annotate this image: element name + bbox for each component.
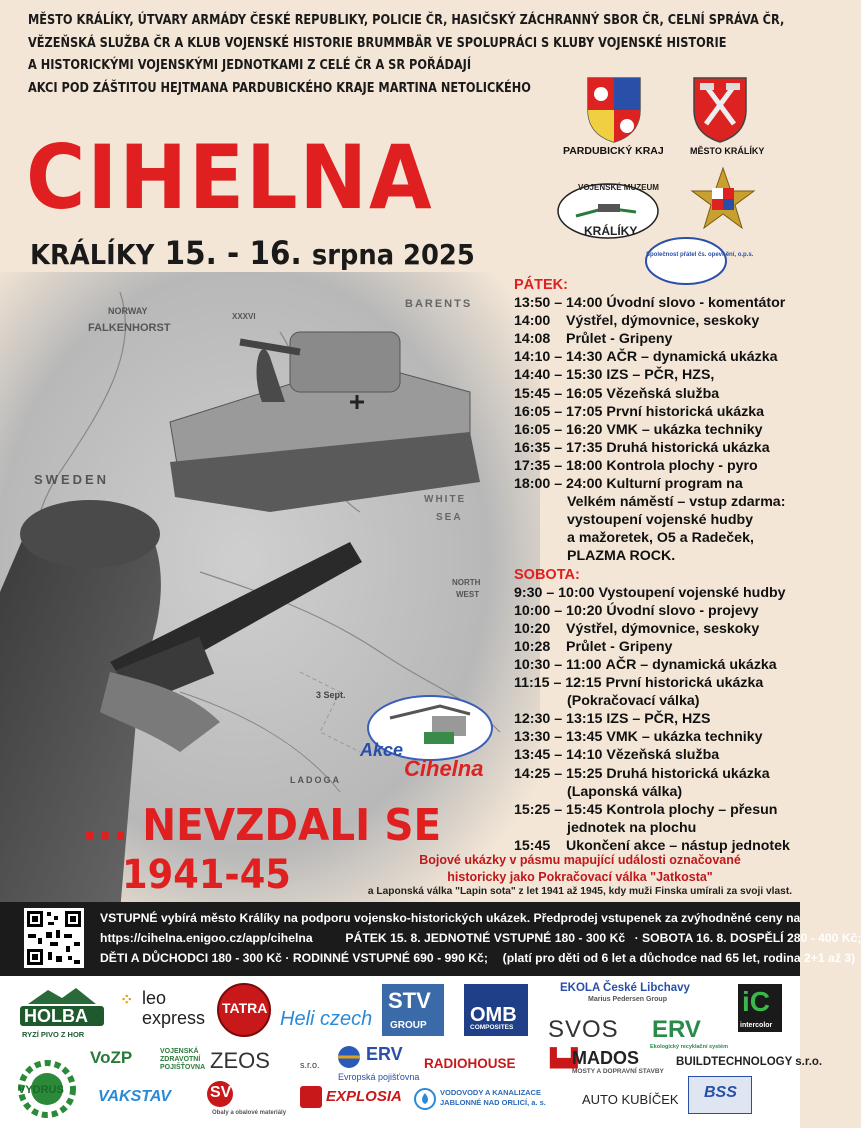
friday-time: 13:50 – 14:00 — [514, 295, 603, 312]
kraliky-crest-icon — [690, 74, 750, 144]
vozp-text: VoZP — [90, 1048, 133, 1067]
ticket-line1: VSTUPNÉ vybírá město Králíky na podporu vojensko-historických ukázek. Předprodej vstupenek za zvýhodněné ceny na — [100, 911, 801, 925]
description — [370, 852, 790, 886]
mados-text: MADOS — [572, 1048, 639, 1068]
saturday-time: 9:30 – 10:00 — [514, 584, 595, 601]
saturday-row — [514, 819, 804, 837]
saturday-time: 10:00 – 10:20 — [514, 602, 603, 619]
svplast-sub: Obaly a obalové materiály — [212, 1110, 287, 1116]
vak-line2: JABLONNÉ NAD ORLICÍ, a. s. — [440, 1098, 546, 1107]
saturday-time: 13:45 – 14:10 — [514, 747, 603, 764]
event-dates — [30, 234, 475, 272]
pardubicky-kraj-label: PARDUBICKÝ KRAJ — [563, 145, 664, 157]
pardubicky-crest-icon — [584, 74, 644, 144]
map-label-north: NORTH — [452, 578, 481, 587]
friday-header: PÁTEK: — [514, 277, 568, 293]
cihelna-label: Cihelna — [404, 756, 484, 781]
vozp-sub — [160, 1048, 205, 1072]
stv-text: STV — [388, 988, 431, 1013]
holba-text: HOLBA — [24, 1006, 88, 1026]
saturday-row — [514, 602, 804, 620]
event-month: srpna 2025 — [311, 238, 475, 271]
slogan-years: 1941-45 — [122, 852, 291, 898]
map-label-white: WHITE — [424, 494, 467, 505]
saturday-row — [514, 801, 804, 819]
leo-text: leo — [142, 988, 167, 1008]
saturday-activity: Průlet - Gripeny — [566, 638, 673, 655]
map-label-barents: BARENTS — [405, 298, 473, 310]
saturday-row — [514, 656, 804, 674]
intro-line: A HISTORICKÝMI VOJENSKÝMI JEDNOTKAMI Z CELÉ ČR A SR POŘÁDAJÍ — [28, 58, 472, 73]
saturday-activity: (Pokračovací válka) — [567, 693, 700, 710]
tatra-text: TATRA — [222, 1000, 268, 1016]
army-badge-logo — [690, 166, 756, 232]
pardubicky-kraj-logo — [584, 74, 644, 144]
description-note: a Laponská válka "Lapin sota" z let 1941 až 1945, kdy muži Finska umírali za svoji vlast. — [367, 886, 793, 897]
mesto-kraliky-logo — [690, 74, 750, 144]
saturday-row — [514, 746, 804, 764]
friday-row — [514, 366, 804, 384]
saturday-time: 11:15 – 12:15 — [514, 675, 602, 692]
intro-line: AKCI POD ZÁŠTITOU HEJTMANA PARDUBICKÉHO KRAJE MARTINA NETOLICKÉHO — [28, 80, 531, 96]
ticket-kids: DĚTI A DŮCHODCI 180 - 300 Kč — [100, 951, 282, 965]
qr-code-icon — [24, 908, 84, 968]
qr-code[interactable] — [24, 908, 84, 968]
saturday-row — [514, 783, 804, 801]
vozp-sub-line: VOJENSKÁ — [160, 1048, 199, 1055]
saturday-activity: Ukončení akce – nástup jednotek — [566, 837, 790, 854]
friday-row — [514, 294, 804, 312]
intro-line: VĚZEŇSKÁ SLUŽBA ČR A KLUB VOJENSKÉ HISTORIE BRUMMBÄR VE SPOLUPRÁCI S KLUBY VOJENSKÉ HISTORIE — [28, 35, 727, 51]
friday-continuation-line: vystoupení vojenské hudby — [567, 512, 754, 529]
friday-time: 14:40 – 15:30 — [514, 367, 603, 384]
akce-label: Akce — [360, 740, 404, 760]
friday-activity: Úvodní slovo - komentátor — [606, 295, 786, 312]
friday-row — [514, 348, 804, 366]
friday-activity: Druhá historická ukázka — [606, 439, 770, 456]
friday-activity: První historická ukázka — [606, 403, 765, 420]
omb-sub: COMPOSITES — [470, 1024, 514, 1031]
saturday-row — [514, 765, 804, 783]
friday-activity: Vězeňská služba — [606, 385, 720, 402]
museum-label-bottom: KRÁLÍKY — [584, 224, 638, 238]
mesto-kraliky-label: MĚSTO KRÁLÍKY — [690, 146, 765, 156]
friday-activity: Výstřel, dýmovnice, seskoky — [566, 313, 760, 330]
saturday-activity: (Laponská válka) — [567, 783, 683, 800]
saturday-activity: IZS – PČR, HZS — [606, 711, 711, 728]
autokubicek-text: AUTO KUBÍČEK — [582, 1092, 679, 1107]
map-label-sweden: SWEDEN — [34, 472, 110, 487]
saturday-time: 12:30 – 13:15 — [514, 711, 603, 728]
zeos-text: ZEOS — [210, 1048, 270, 1073]
vozp-sub-line: ZDRAVOTNÍ — [160, 1056, 201, 1063]
spolecnost-label: Společnost přátel čs. opevnění, o.p.s. — [646, 252, 754, 258]
saturday-time: 15:45 — [514, 837, 551, 854]
ticket-family: RODINNÉ VSTUPNÉ 690 - 990 Kč; — [292, 951, 488, 965]
erv2-text: ERV — [366, 1044, 403, 1064]
slogan-line1: ... NEVZDALI SE — [82, 800, 442, 851]
erv1-sub: Ekologický recyklační systém — [650, 1044, 728, 1050]
stv-group: GROUP — [390, 1020, 427, 1031]
saturday-row — [514, 674, 804, 692]
omb-text: OMB — [470, 1004, 517, 1026]
ekola-text: EKOLA České Libchavy — [560, 982, 690, 994]
ic-text: iC — [742, 986, 770, 1017]
ticket-saturday: SOBOTA 16. 8. DOSPĚLÍ 280 - 400 Kč; — [642, 931, 861, 945]
description-line: historicky jako Pokračovací válka "Jatkosta" — [447, 870, 713, 884]
friday-row — [514, 385, 804, 403]
saturday-time: 13:30 – 13:45 — [514, 729, 603, 746]
friday-activity: Kulturní program na — [606, 476, 743, 493]
ticket-line2: https://cihelna.enigoo.cz/app/cihelna PÁTEK 15. 8. JEDNOTNÉ VSTUPNÉ 180 - 300 Kč · SOBOTA 16. 8. DOSPĚLÍ 280 - 400 Kč; — [100, 931, 861, 945]
map-label-falkenhorst: FALKENHORST — [88, 322, 171, 334]
explosia-logo — [300, 1086, 322, 1108]
friday-time: 16:35 – 17:35 — [514, 439, 603, 456]
event-title: CIHELNA — [26, 126, 434, 229]
friday-time: 15:45 – 16:05 — [514, 385, 603, 402]
friday-row — [514, 421, 804, 439]
saturday-activity: Vězeňská služba — [606, 747, 720, 764]
svplast-text: SV Plast — [210, 1084, 275, 1101]
holba-sub: RYZÍ PIVO Z HOR — [22, 1030, 85, 1039]
erv-globe-icon — [336, 1044, 362, 1070]
map-label-sea: SEA — [436, 512, 463, 523]
map-label-west: WEST — [456, 590, 480, 599]
ticket-line3: DĚTI A DŮCHODCI 180 - 300 Kč · RODINNÉ VSTUPNÉ 690 - 990 Kč; (platí pro děti od 6 let a důchodce nad 65 let, rodina 2+1 až 3) — [100, 951, 856, 965]
express-text: express — [142, 1008, 206, 1028]
friday-time: 14:10 – 14:30 — [514, 349, 603, 366]
saturday-time — [514, 783, 567, 801]
ticket-info — [100, 908, 861, 968]
saturday-time — [514, 819, 567, 837]
saturday-time — [514, 692, 567, 710]
friday-continuation — [514, 493, 804, 565]
map-label-ladoga: LADOGA — [290, 775, 341, 785]
museum-label-top: VOJENSKÉ MUZEUM — [578, 183, 659, 192]
saturday-row — [514, 638, 804, 656]
friday-activity: Kontrola plochy - pyro — [606, 457, 758, 474]
saturday-time: 14:25 – 15:25 — [514, 765, 603, 782]
explosia-text: EXPLOSIA — [326, 1088, 402, 1105]
vakstav-text: VAKSTAV — [98, 1088, 171, 1105]
saturday-activity: První historická ukázka — [605, 675, 764, 692]
zeos-sro: s.r.o. — [300, 1060, 320, 1070]
friday-time: 16:05 – 16:20 — [514, 421, 603, 438]
mados-sub: MOSTY A DOPRAVNÍ STAVBY — [572, 1068, 664, 1075]
saturday-activity: Vystoupení vojenské hudby — [598, 584, 786, 601]
saturday-list — [514, 584, 804, 855]
saturday-activity: Druhá historická ukázka — [606, 765, 770, 782]
saturday-row — [514, 584, 804, 602]
erv1-text: ERV — [652, 1016, 701, 1043]
friday-row — [514, 330, 804, 348]
friday-time: 16:05 – 17:05 — [514, 403, 603, 420]
vak-logo — [414, 1088, 436, 1110]
friday-list — [514, 294, 804, 493]
bss-text: BSS — [704, 1084, 737, 1101]
friday-continuation-line: PLAZMA ROCK. — [567, 548, 676, 565]
friday-time: 18:00 – 24:00 — [514, 476, 603, 493]
svos-text: SVOS — [548, 1016, 619, 1043]
erv2-logo — [336, 1044, 362, 1070]
saturday-activity: AČR – dynamická ukázka — [605, 656, 777, 673]
vydrus-text: VYDRUS — [18, 1084, 64, 1096]
friday-activity: Průlet - Gripeny — [566, 331, 673, 348]
schedule — [514, 276, 804, 855]
friday-row — [514, 439, 804, 457]
friday-time: 17:35 – 18:00 — [514, 457, 603, 474]
friday-row — [514, 475, 804, 493]
buildtech-text: BUILDTECHNOLOGY s.r.o. — [676, 1056, 823, 1068]
friday-activity: AČR – dynamická ukázka — [606, 349, 778, 366]
saturday-activity: Kontrola plochy – přesun — [606, 801, 778, 818]
radiohouse-text: RADIOHOUSE — [424, 1056, 516, 1071]
map-label-xxxvi: XXXVI — [232, 312, 256, 321]
intro-line: MĚSTO KRÁLÍKY, ÚTVARY ARMÁDY ČESKÉ REPUBLIKY, POLICIE ČR, HASIČSKÝ ZÁCHRANNÝ SBOR ČR, CELNÍ SPRÁVA ČR, — [28, 13, 785, 28]
friday-row — [514, 312, 804, 330]
saturday-row — [514, 728, 804, 746]
saturday-activity: Úvodní slovo - projevy — [606, 602, 759, 619]
saturday-row — [514, 710, 804, 728]
saturday-time: 15:25 – 15:45 — [514, 801, 603, 818]
saturday-time: 10:20 — [514, 620, 551, 637]
event-place: KRÁLÍKY — [30, 238, 155, 271]
friday-row — [514, 403, 804, 421]
description-line: Bojové ukázky v pásmu mapující události označované — [419, 853, 741, 867]
saturday-activity: VMK – ukázka techniky — [606, 729, 763, 746]
ticket-friday: PÁTEK 15. 8. JEDNOTNÉ VSTUPNÉ 180 - 300 Kč — [345, 931, 626, 945]
army-star-icon — [690, 166, 756, 232]
leo-dots: ⁘ — [120, 992, 134, 1009]
sponsors-area — [0, 976, 823, 1128]
saturday-time: 10:28 — [514, 638, 551, 655]
heli-text: Heli — [280, 1008, 315, 1030]
ticket-note: (platí pro děti od 6 let a důchodce nad 65 let, rodina 2+1 až 3) — [502, 951, 856, 965]
vozp-sub-line: POJIŠŤOVNA — [160, 1064, 206, 1071]
saturday-row — [514, 692, 804, 710]
friday-time: 14:00 — [514, 313, 551, 330]
saturday-header: SOBOTA: — [514, 566, 580, 583]
saturday-activity: Výstřel, dýmovnice, seskoky — [566, 620, 760, 637]
ekola-sub: Marius Pedersen Group — [588, 996, 667, 1003]
czech-text: czech — [320, 1008, 373, 1030]
mados-mark: ▙▟ — [550, 1048, 578, 1068]
friday-time: 14:08 — [514, 331, 551, 348]
friday-continuation-line: a mažoretek, O5 a Radeček, — [567, 530, 754, 547]
erv2-sub: Evropská pojišťovna — [338, 1072, 420, 1082]
saturday-row — [514, 620, 804, 638]
friday-activity: IZS – PČR, HZS, — [606, 367, 715, 384]
friday-activity: VMK – ukázka techniky — [606, 421, 763, 438]
saturday-time: 10:30 – 11:00 — [514, 656, 602, 673]
ticket-url[interactable]: https://cihelna.enigoo.cz/app/cihelna — [100, 931, 313, 945]
map-label-sept: 3 Sept. — [316, 690, 346, 700]
water-drop-icon — [414, 1088, 436, 1110]
ic-sub: intercolor — [740, 1022, 773, 1029]
friday-continuation-line: Velkém náměstí – vstup zdarma: — [567, 494, 786, 511]
friday-row — [514, 457, 804, 475]
event-days: 15. - 16. — [164, 234, 302, 272]
vak-line1: VODOVODY A KANALIZACE — [440, 1088, 541, 1097]
map-label-norway: NORWAY — [108, 306, 148, 316]
saturday-activity: jednotek na plochu — [567, 819, 697, 836]
